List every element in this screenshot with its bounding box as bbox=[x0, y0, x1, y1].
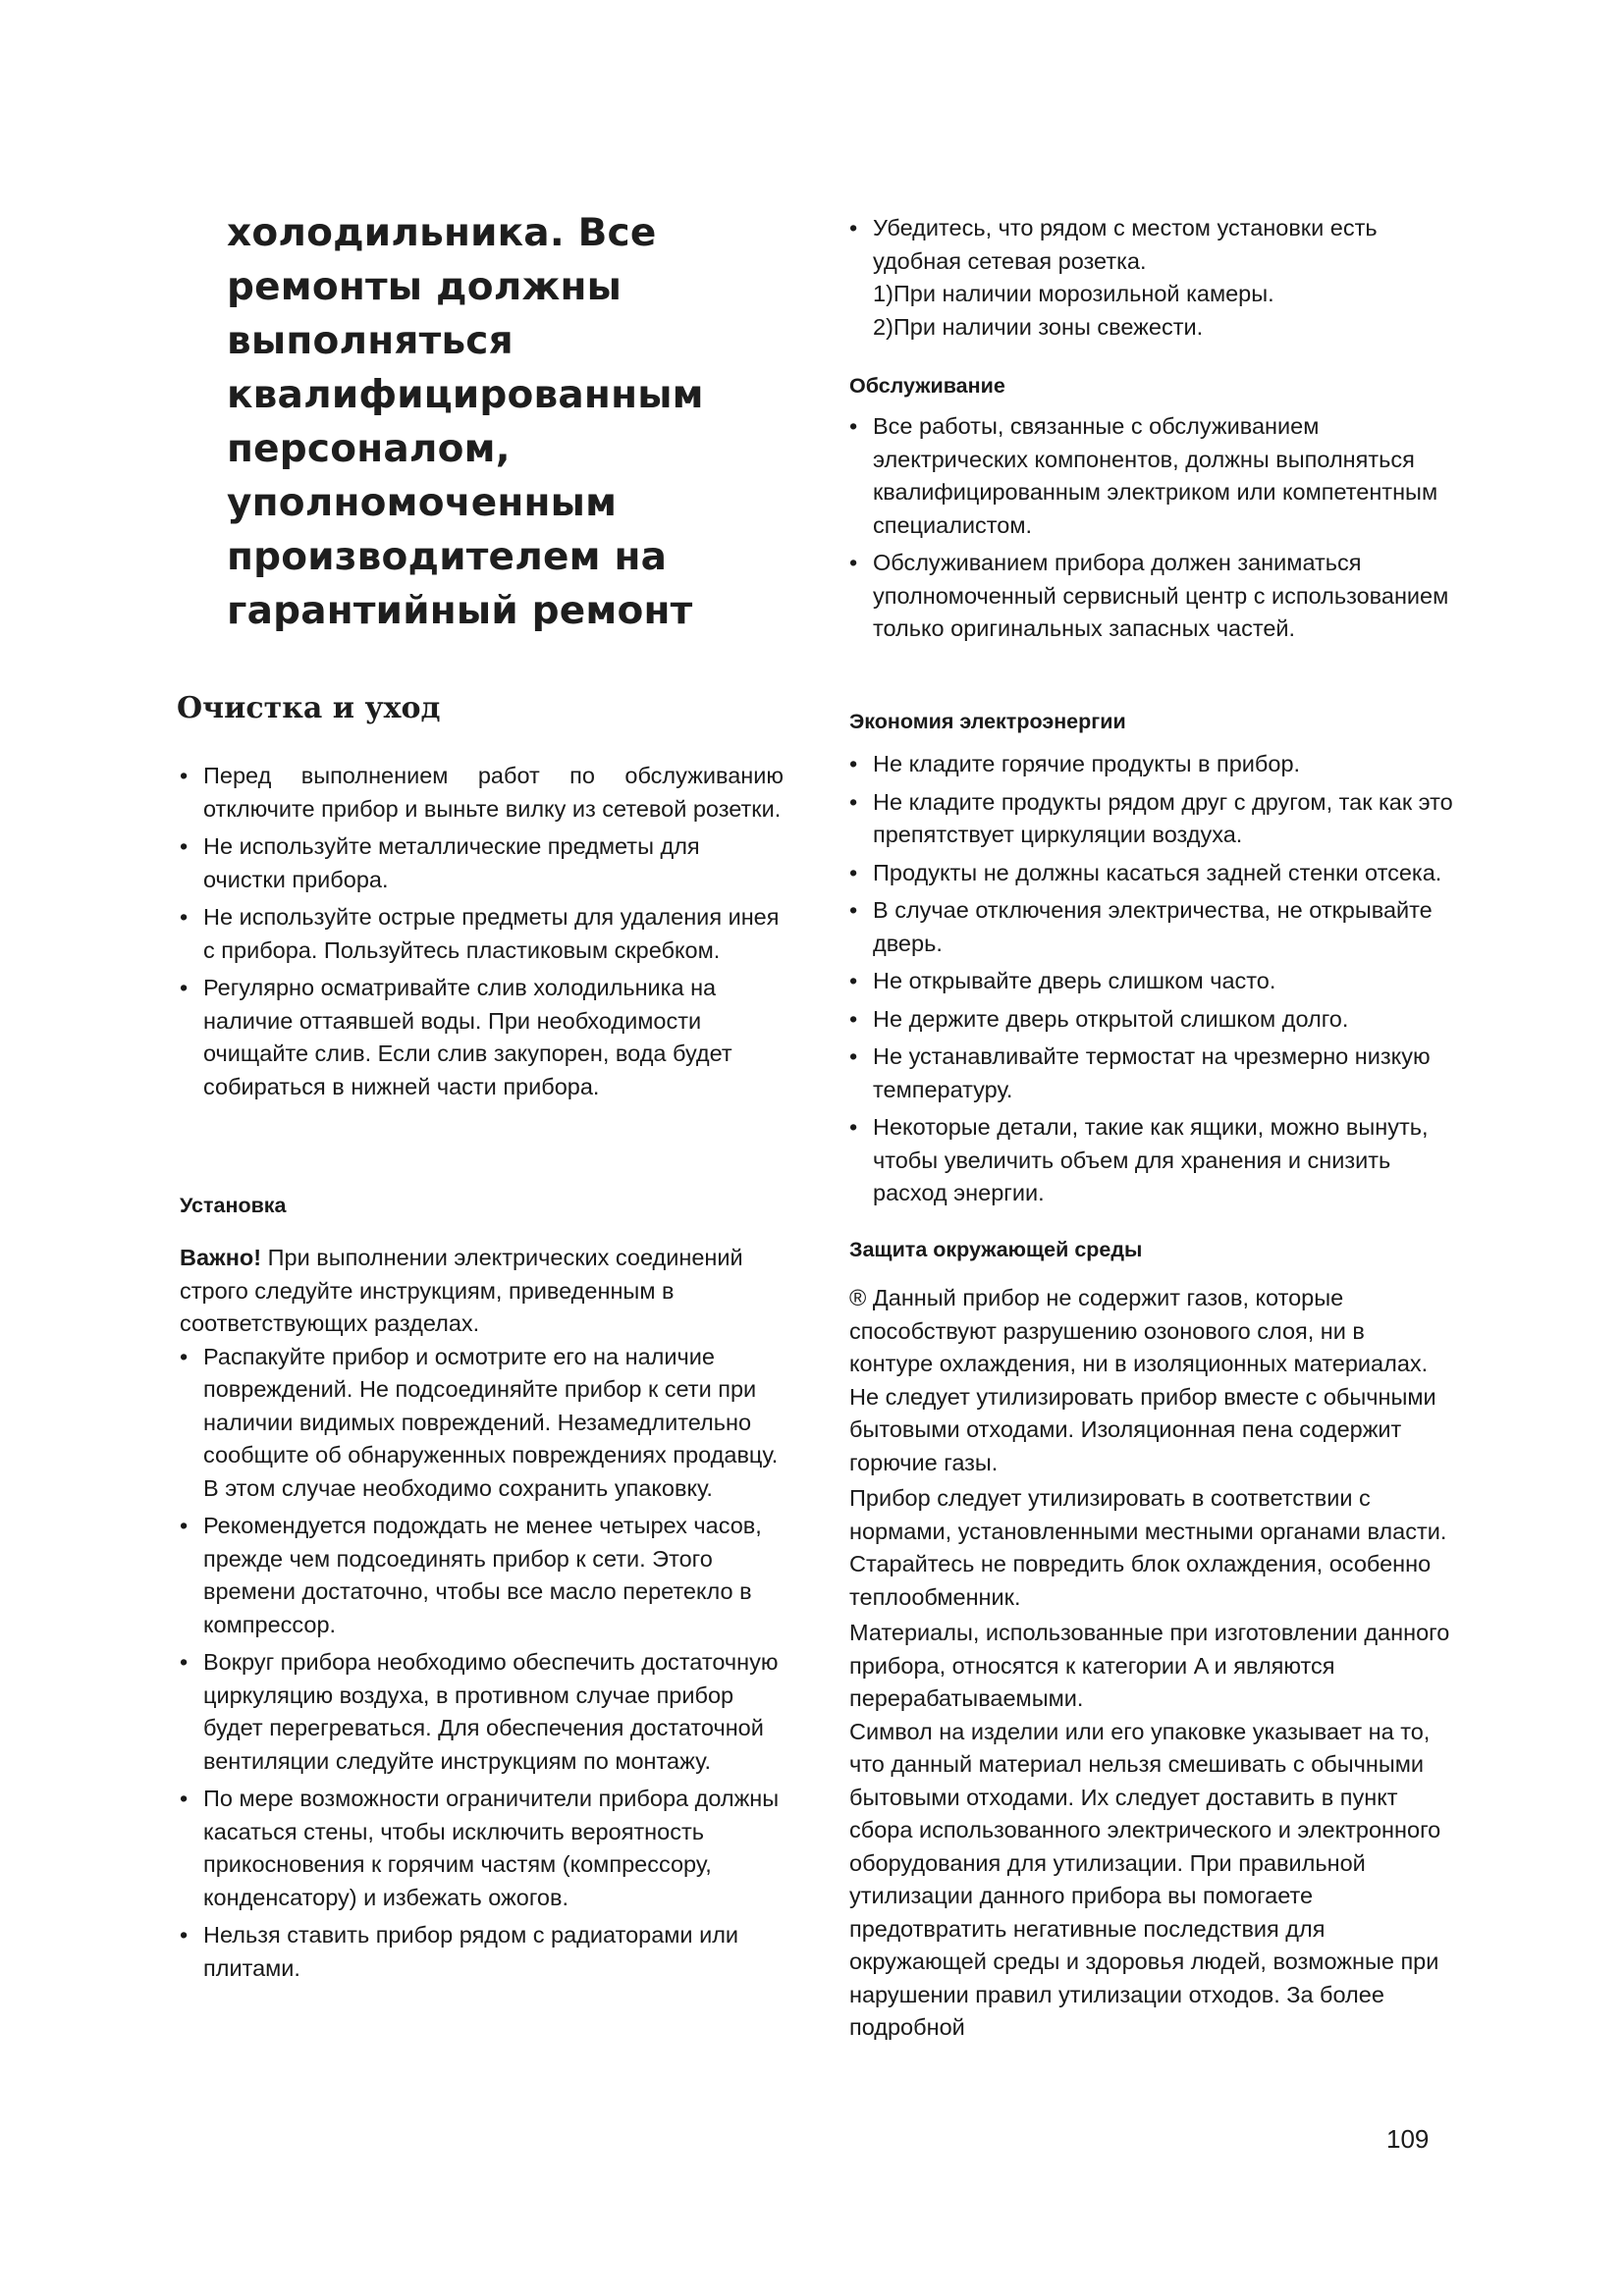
continued-warning-title bbox=[227, 206, 777, 638]
list-item: • Убедитесь, что рядом с местом установки есть удобная сетевая розетка. bbox=[849, 212, 1453, 278]
installation-heading: Установка bbox=[180, 1194, 287, 1217]
footnotes bbox=[849, 278, 1453, 344]
list-item: • Распакуйте прибор и осмотрите его на наличие повреждений. Не подсоединяйте прибор к сети при наличии видимых повреждений. Незамедлительно сообщите об обнаруженных повреждениях продавцу. В этом случае необходимо сохранить упаковку. bbox=[180, 1341, 784, 1506]
socket-list bbox=[849, 212, 1453, 278]
title-line: гарантийный ремонт bbox=[227, 589, 693, 633]
important-label: Важно! bbox=[180, 1245, 262, 1270]
title-line: производителем на bbox=[227, 535, 668, 579]
list-item: • По мере возможности ограничители прибора должны касаться стены, чтобы исключить вероятность прикосновения к горячим частям (компрессору, конденсатору) и избежать ожогов. bbox=[180, 1783, 784, 1914]
environment-paragraph: Материалы, использованные при изготовлении данного прибора, относятся к категории A и являются перерабатываемыми. bbox=[849, 1620, 1450, 1711]
list-item: • Обслуживанием прибора должен заниматься уполномоченный сервисный центр с использованием только оригинальных запасных частей. bbox=[849, 547, 1453, 646]
list-item: • Регулярно осматривайте слив холодильника на наличие оттаявшей воды. При необходимости очищайте слив. Если слив закупорен, вода будет собираться в нижней части прибора. bbox=[180, 972, 784, 1103]
list-item: • Не держите дверь открытой слишком долго. bbox=[849, 1003, 1453, 1037]
list-item: • Перед выполнением работ по обслуживанию отключите прибор и выньте вилку из сетевой розетки. bbox=[180, 760, 784, 826]
list-item: • Рекомендуется подождать не менее четырех часов, прежде чем подсоединять прибор к сети. Этого времени достаточно, чтобы все масло перетекло в компрессор. bbox=[180, 1510, 784, 1641]
service-heading: Обслуживание bbox=[849, 374, 1005, 398]
installation-section bbox=[180, 1191, 784, 1990]
list-item: • Не устанавливайте термостат на чрезмерно низкую температуру. bbox=[849, 1041, 1453, 1106]
important-note bbox=[180, 1242, 784, 1341]
energy-section bbox=[849, 707, 1453, 1215]
service-list bbox=[849, 410, 1453, 646]
important-text: При выполнении электрических соединений строго следуйте инструкциям, приведенным в соответствующих разделах. bbox=[180, 1245, 743, 1336]
footnote: 2)При наличии зоны свежести. bbox=[873, 313, 1204, 340]
title-line: персоналом, bbox=[227, 427, 511, 471]
list-item: • Не кладите продукты рядом друг с другом, так как это препятствует циркуляции воздуха. bbox=[849, 786, 1453, 852]
installation-list bbox=[180, 1341, 784, 1986]
list-item: • Не используйте металлические предметы для очистки прибора. bbox=[180, 830, 784, 896]
list-item: • Не открывайте дверь слишком часто. bbox=[849, 965, 1453, 998]
list-item: • Не кладите горячие продукты в прибор. bbox=[849, 748, 1453, 781]
energy-heading: Экономия электроэнергии bbox=[849, 710, 1126, 733]
environment-paragraph: Символ на изделии или его упаковке указывает на то, что данный материал нельзя смешивать с обычными бытовыми отходами. Их следует доставить в пункт сбора использованного электрического и электронного оборудования для утилизации. При правильной утилизации данного прибора вы помогаете предотвратить негативные последствия для окружающей среды и здоровья людей, возможные при нарушении правил утилизации отходов. За более подробной bbox=[849, 1718, 1441, 2040]
title-line: холодильника. Все bbox=[227, 211, 657, 255]
list-item: • Продукты не должны касаться задней стенки отсека. bbox=[849, 857, 1453, 890]
environment-paragraph: ® Данный прибор не содержит газов, которые способствуют разрушению озонового слоя, ни в контуре охлаждения, ни в изоляционных материалах. Не следует утилизировать прибор вместе с обычными бытовыми отходами. Изоляционная пена содержит горючие газы. bbox=[849, 1285, 1436, 1475]
list-item: • Вокруг прибора необходимо обеспечить достаточную циркуляцию воздуха, в противном случае прибор будет перегреваться. Для обеспечения достаточной вентиляции следуйте инструкциям по монтажу. bbox=[180, 1646, 784, 1778]
cleaning-heading: Очистка и уход bbox=[177, 691, 441, 725]
cleaning-section bbox=[180, 760, 784, 1108]
environment-heading: Защита окружающей среды bbox=[849, 1238, 1143, 1261]
title-line: ремонты должны bbox=[227, 265, 623, 309]
service-section bbox=[849, 371, 1453, 651]
footnote: 1)При наличии морозильной камеры. bbox=[873, 281, 1274, 306]
cleaning-list bbox=[180, 760, 784, 1103]
list-item: • Все работы, связанные с обслуживанием электрических компонентов, должны выполняться квалифицированным электриком или компетентным специалистом. bbox=[849, 410, 1453, 542]
title-line: выполняться bbox=[227, 319, 514, 363]
energy-list bbox=[849, 748, 1453, 1210]
title-line: квалифицированным bbox=[227, 373, 704, 417]
socket-section bbox=[849, 212, 1453, 344]
title-line: уполномоченным bbox=[227, 481, 618, 525]
environment-paragraph: Прибор следует утилизировать в соответствии с нормами, установленными местными органами власти. Старайтесь не повредить блок охлаждения, особенно теплообменник. bbox=[849, 1485, 1447, 1610]
environment-section bbox=[849, 1235, 1453, 2045]
list-item: • В случае отключения электричества, не открывайте дверь. bbox=[849, 894, 1453, 960]
list-item: • Некоторые детали, такие как ящики, можно вынуть, чтобы увеличить объем для хранения и снизить расход энергии. bbox=[849, 1111, 1453, 1210]
list-item: • Не используйте острые предметы для удаления инея с прибора. Пользуйтесь пластиковым скребком. bbox=[180, 901, 784, 967]
list-item: • Нельзя ставить прибор рядом с радиаторами или плитами. bbox=[180, 1919, 784, 1985]
page-number: 109 bbox=[1386, 2124, 1430, 2154]
